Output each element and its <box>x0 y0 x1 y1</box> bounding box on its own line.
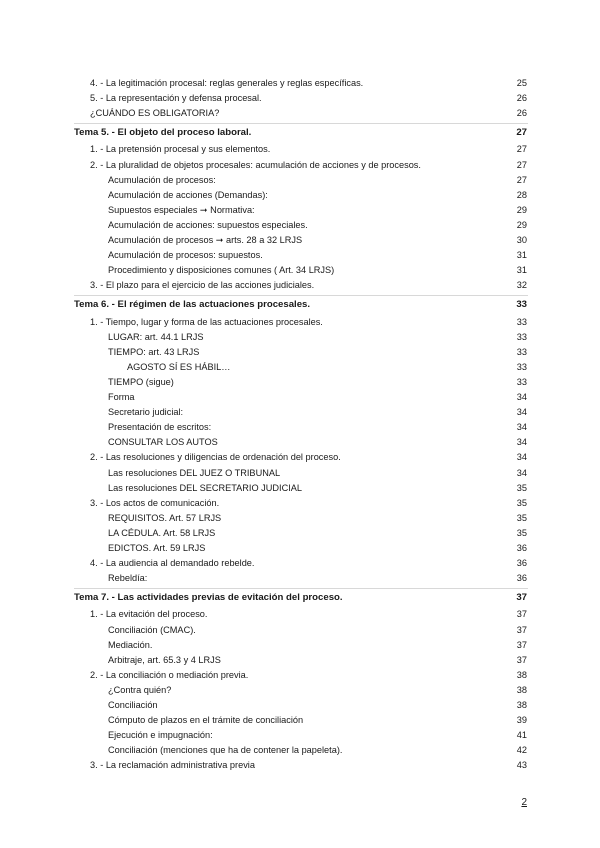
toc-entry-page: 35 <box>516 497 527 508</box>
toc-entry[interactable] <box>0 315 600 329</box>
toc-entry[interactable] <box>0 420 600 434</box>
toc-entry-title: Mediación. <box>108 639 153 650</box>
toc-chapter[interactable] <box>0 298 600 312</box>
toc-entry-title: Tema 5. - El objeto del proceso laboral. <box>74 127 252 139</box>
toc-entry-title: ¿Contra quién? <box>108 684 172 695</box>
toc-entry-page: 33 <box>516 316 527 327</box>
toc-entry[interactable] <box>0 698 600 712</box>
toc-entry-title: 3. - El plazo para el ejercicio de las acciones judiciales. <box>90 280 315 291</box>
toc-entry[interactable] <box>0 405 600 419</box>
toc-entry-page: 37 <box>516 609 527 620</box>
toc-entry[interactable] <box>0 526 600 540</box>
toc-entry[interactable] <box>0 142 600 156</box>
toc-entry[interactable] <box>0 713 600 727</box>
toc-entry-page: 36 <box>516 543 527 553</box>
toc-entry-title: Acumulación de procesos ➞ arts. 28 a 32 LRJS <box>108 235 303 245</box>
toc-entry-title: Las resoluciones DEL SECRETARIO JUDICIAL <box>108 482 303 493</box>
toc-entry[interactable] <box>0 173 600 187</box>
toc-entry-title: CONSULTAR LOS AUTOS <box>108 437 218 448</box>
toc-entry[interactable] <box>0 76 600 90</box>
toc-entry[interactable] <box>0 158 600 172</box>
toc-entry[interactable] <box>0 375 600 389</box>
toc-entry-page: 36 <box>516 558 527 569</box>
toc-entry-title: Acumulación de acciones (Demandas): <box>108 189 268 200</box>
toc-entry-page: 27 <box>516 144 527 155</box>
toc-entry-page: 43 <box>516 760 527 771</box>
chapter-separator <box>74 295 528 296</box>
toc-entry-page: 28 <box>516 189 527 200</box>
toc-chapter[interactable] <box>0 591 600 605</box>
toc-entry-page: 29 <box>516 204 527 215</box>
toc-entry[interactable] <box>0 218 600 232</box>
toc-entry-title: Conciliación (menciones que ha de contener la papeleta). <box>108 745 343 756</box>
toc-entry-title: Rebeldía: <box>108 573 148 584</box>
toc-entry-page: 27 <box>516 159 527 170</box>
toc-entry[interactable] <box>0 743 600 757</box>
toc-entry-page: 29 <box>516 219 527 230</box>
toc-entry[interactable] <box>0 653 600 667</box>
toc-entry-title: Acumulación de procesos: supuestos. <box>108 250 263 261</box>
toc-entry[interactable] <box>0 728 600 742</box>
toc-entry[interactable] <box>0 203 600 217</box>
toc-entry-page: 35 <box>516 482 527 493</box>
page-number: 2 <box>521 797 527 808</box>
toc-entry[interactable] <box>0 106 600 120</box>
toc-entry-page: 33 <box>516 361 527 372</box>
toc-entry-title: AGOSTO SÍ ES HÁBIL… <box>127 361 231 372</box>
toc-entry-page: 36 <box>516 573 527 584</box>
toc-entry-page: 35 <box>516 512 527 523</box>
chapter-separator <box>74 588 528 589</box>
toc-entry-page: 30 <box>516 235 527 245</box>
toc-entry[interactable] <box>0 345 600 359</box>
toc-entry-title: 3. - La reclamación administrativa previa <box>90 760 255 771</box>
toc-entry[interactable] <box>0 668 600 682</box>
toc-entry-title: Presentación de escritos: <box>108 422 212 433</box>
toc-entry-title: Acumulación de acciones: supuestos especiales. <box>108 219 308 230</box>
toc-entry-title: Tema 6. - El régimen de las actuaciones procesales. <box>74 299 311 311</box>
toc-entry[interactable] <box>0 360 600 374</box>
toc-entry-page: 38 <box>516 669 527 680</box>
toc-entry-title: LA CÉDULA. Art. 58 LRJS <box>108 527 216 538</box>
toc-entry-page: 37 <box>516 592 527 604</box>
toc-entry-title: Conciliación (CMAC). <box>108 624 196 635</box>
toc-entry[interactable] <box>0 450 600 464</box>
toc-entry[interactable] <box>0 233 600 247</box>
toc-entry-title: 1. - La evitación del proceso. <box>90 609 208 620</box>
toc-entry-title: 3. - Los actos de comunicación. <box>90 497 220 508</box>
toc-entry[interactable] <box>0 758 600 772</box>
toc-entry[interactable] <box>0 278 600 292</box>
toc-entry-title: 2. - La pluralidad de objetos procesales: acumulación de acciones y de procesos. <box>90 159 421 170</box>
toc-entry-title: 2. - Las resoluciones y diligencias de ordenación del proceso. <box>90 452 341 463</box>
toc-entry[interactable] <box>0 188 600 202</box>
toc-entry[interactable] <box>0 91 600 105</box>
toc-entry[interactable] <box>0 390 600 404</box>
toc-entry[interactable] <box>0 466 600 480</box>
toc-entry-title: Las resoluciones DEL JUEZ O TRIBUNAL <box>108 467 281 478</box>
toc-entry-page: 33 <box>516 376 527 387</box>
toc-entry-page: 34 <box>516 407 527 418</box>
toc-entry-page: 33 <box>516 331 527 342</box>
toc-entry-page: 42 <box>516 745 527 756</box>
toc-entry-page: 35 <box>516 527 527 538</box>
toc-entry-page: 26 <box>516 93 527 104</box>
toc-entry[interactable] <box>0 248 600 262</box>
toc-entry[interactable] <box>0 541 600 555</box>
toc-entry-title: EDICTOS. Art. 59 LRJS <box>108 543 206 553</box>
toc-entry-page: 34 <box>516 392 527 402</box>
toc-entry-title: Forma <box>108 392 135 402</box>
toc-entry-page: 32 <box>516 280 527 291</box>
toc-entry[interactable] <box>0 623 600 637</box>
toc-entry[interactable] <box>0 556 600 570</box>
toc-entry-page: 31 <box>516 265 527 276</box>
toc-entry-page: 27 <box>516 127 527 139</box>
toc-entry[interactable] <box>0 511 600 525</box>
toc-entry-title: Conciliación <box>108 700 158 710</box>
toc-entry-page: 41 <box>516 730 527 741</box>
toc-entry-title: Secretario judicial: <box>108 407 184 418</box>
toc-entry[interactable] <box>0 481 600 495</box>
toc-entry-page: 37 <box>516 654 527 665</box>
toc-entry[interactable] <box>0 638 600 652</box>
toc-entry[interactable] <box>0 571 600 585</box>
toc-entry-title: Arbitraje, art. 65.3 y 4 LRJS <box>108 654 221 665</box>
toc-entry[interactable] <box>0 263 600 277</box>
chapter-separator <box>74 123 528 124</box>
toc-entry-title: Acumulación de procesos: <box>108 174 216 185</box>
toc-entry-title: LUGAR: art. 44.1 LRJS <box>108 331 204 342</box>
toc-entry-title: Cómputo de plazos en el trámite de conciliación <box>108 715 304 726</box>
toc-entry-title: 1. - La pretensión procesal y sus elementos. <box>90 144 271 155</box>
toc-entry-page: 38 <box>516 684 527 695</box>
toc-entry-page: 31 <box>516 250 527 261</box>
toc-entry-title: REQUISITOS. Art. 57 LRJS <box>108 512 222 523</box>
toc-entry-title: Tema 7. - Las actividades previas de evitación del proceso. <box>74 592 343 604</box>
toc-entry-title: TIEMPO: art. 43 LRJS <box>108 346 200 357</box>
toc-chapter[interactable] <box>0 126 600 140</box>
toc-entry-page: 34 <box>516 452 527 463</box>
toc-entry[interactable] <box>0 683 600 697</box>
toc-entry-page: 38 <box>516 700 527 710</box>
toc-entry-title: 2. - La conciliación o mediación previa. <box>90 669 249 680</box>
toc-entry-page: 26 <box>516 108 527 119</box>
toc-entry[interactable] <box>0 607 600 621</box>
toc-entry-title: Ejecución e impugnación: <box>108 730 213 741</box>
toc-entry-page: 27 <box>516 174 527 185</box>
toc-entry-page: 33 <box>516 299 527 311</box>
toc-entry[interactable] <box>0 496 600 510</box>
toc-entry-title: 1. - Tiempo, lugar y forma de las actuaciones procesales. <box>90 316 323 327</box>
toc-entry-page: 37 <box>516 624 527 635</box>
toc-entry-page: 25 <box>516 78 527 88</box>
toc-entry-page: 39 <box>516 715 527 726</box>
toc-entry[interactable] <box>0 435 600 449</box>
toc-entry-page: 34 <box>516 467 527 478</box>
toc-entry-page: 33 <box>516 346 527 357</box>
toc-entry-title: 4. - La legitimación procesal: reglas generales y reglas específicas. <box>90 78 364 88</box>
toc-entry-page: 34 <box>516 422 527 433</box>
toc-entry-page: 34 <box>516 437 527 448</box>
toc-entry-title: Procedimiento y disposiciones comunes ( Art. 34 LRJS) <box>108 265 335 276</box>
toc-entry-title: 5. - La representación y defensa procesal. <box>90 93 262 104</box>
toc-entry-title: ¿CUÁNDO ES OBLIGATORIA? <box>90 108 220 119</box>
toc-entry-title: 4. - La audiencia al demandado rebelde. <box>90 558 255 569</box>
toc-entry-title: Supuestos especiales ➞ Normativa: <box>108 204 255 215</box>
toc-entry-page: 37 <box>516 639 527 650</box>
toc-entry-title: TIEMPO (sigue) <box>108 376 174 387</box>
toc-entry[interactable] <box>0 330 600 344</box>
